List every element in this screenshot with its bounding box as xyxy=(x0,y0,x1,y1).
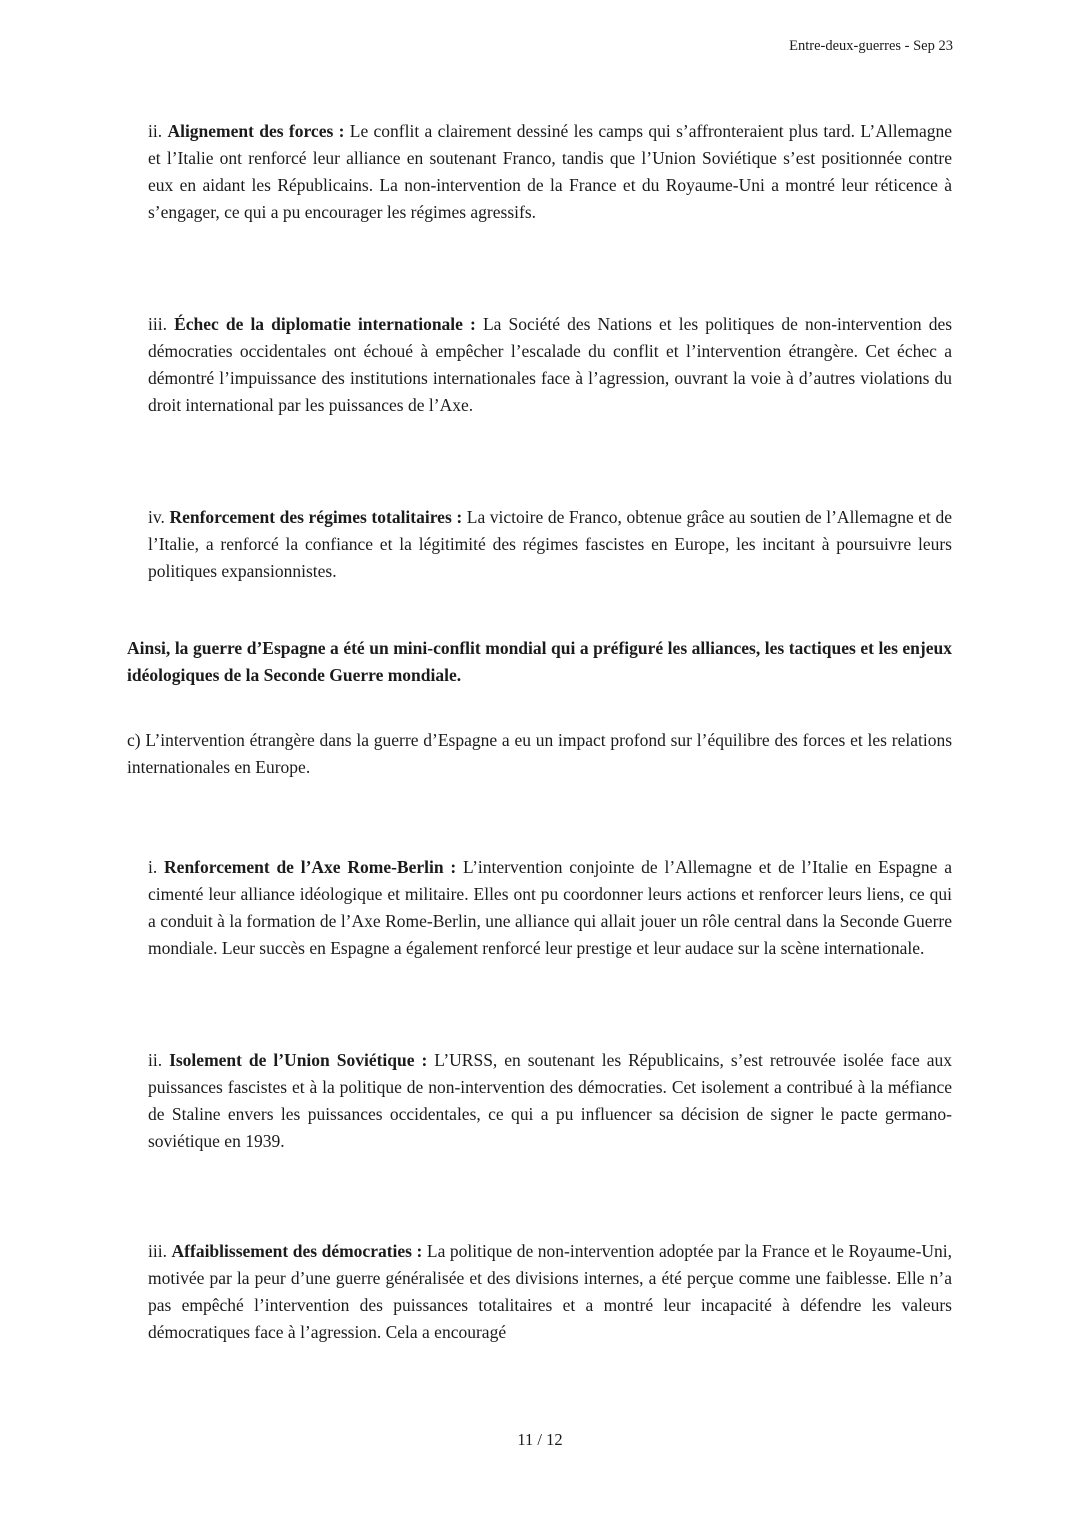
list-item-alignement-des-forces xyxy=(148,118,952,226)
list-item-renforcement-totalitaires xyxy=(148,504,952,585)
list-item-axe-rome-berlin xyxy=(148,854,952,962)
paragraph-text: La Société des Nations et les politiques de non-intervention des démocraties occidentales ont échoué à empêcher l’escalade du conflit et l’intervention étrangère. Cet échec a démontré l’impuissance des institutions internationales face à l’agression, ouvrant la voie à d’autres violations du droit international par les puissances de l’Axe. xyxy=(148,314,953,415)
document-body xyxy=(127,118,952,1346)
paragraph-lead: Alignement des forces : xyxy=(167,121,345,141)
paragraph-text: La victoire de Franco, obtenue grâce au soutien de l’Allemagne et de l’Italie, a renforcé la confiance et la légitimité des régimes fascistes en Europe, les incitant à poursuivre leurs politiques expansionnistes. xyxy=(148,507,953,581)
paragraph-text: Le conflit a clairement dessiné les camps qui s’affronteraient plus tard. L’Allemagne et l’Italie ont renforcé leur alliance en soutenant Franco, tandis que l’Union Soviétique s’est positionnée contre eux en aidant les Républicains. La non-intervention de la France et du Royaume-Uni a montré leur réticence à s’engager, ce qui a pu encourager les régimes agressifs. xyxy=(148,121,953,222)
list-marker: iv. xyxy=(148,507,165,527)
list-marker: ii. xyxy=(148,1050,163,1070)
list-item-affaiblissement-democraties xyxy=(148,1238,952,1346)
paragraph-section-c xyxy=(127,727,952,781)
paragraph-lead: Renforcement de l’Axe Rome-Berlin : xyxy=(164,857,457,877)
page-footer xyxy=(0,1430,1080,1450)
paragraph-conclusion xyxy=(127,635,952,689)
page-header xyxy=(127,38,953,55)
header-title: Entre-deux-guerres - Sep 23 xyxy=(789,38,953,54)
list-marker: iii. xyxy=(148,314,167,334)
paragraph-text: L’URSS, en soutenant les Républicains, s’est retrouvée isolée face aux puissances fascistes et à la politique de non-intervention des démocraties. Cet isolement a contribué à la méfiance de Staline envers les puissances occidentales, ce qui a pu influencer sa décision de signer le pacte germano-soviétique en 1939. xyxy=(148,1050,952,1151)
paragraph-text: La politique de non-intervention adoptée par la France et le Royaume-Uni, motivée par la peur d’une guerre généralisée et des divisions internes, a été perçue comme une faiblesse. Elle n’a pas empêché l’intervention des puissances totalitaires et a montré leur incapacité à défendre les valeurs démocratiques face à l’agression. Cela a encouragé xyxy=(148,1241,953,1342)
paragraph-text: L’intervention conjointe de l’Allemagne et de l’Italie en Espagne a cimenté leur alliance idéologique et militaire. Elles ont pu coordonner leurs actions et renforcer leurs liens, ce qui a conduit à la formation de l’Axe Rome-Berlin, une alliance qui allait jouer un rôle central dans la Seconde Guerre mondiale. Leur succès en Espagne a également renforcé leur prestige et leur audace sur la scène internationale. xyxy=(148,857,953,958)
list-item-isolement-urss xyxy=(148,1047,952,1155)
paragraph-lead: Échec de la diplomatie internationale : xyxy=(174,314,476,334)
paragraph-lead: Affaiblissement des démocraties : xyxy=(171,1241,423,1261)
paragraph-text: Ainsi, la guerre d’Espagne a été un mini-conflit mondial qui a préfiguré les alliances, les tactiques et les enjeux idéologiques de la Seconde Guerre mondiale. xyxy=(127,638,952,685)
list-item-echec-diplomatie xyxy=(148,311,952,419)
list-marker: ii. xyxy=(148,121,163,141)
list-marker: iii. xyxy=(148,1241,167,1261)
paragraph-text: c) L’intervention étrangère dans la guerre d’Espagne a eu un impact profond sur l’équilibre des forces et les relations internationales en Europe. xyxy=(127,730,952,777)
list-marker: i. xyxy=(148,857,158,877)
paragraph-lead: Isolement de l’Union Soviétique : xyxy=(169,1050,428,1070)
paragraph-lead: Renforcement des régimes totalitaires : xyxy=(169,507,463,527)
page-number: 11 / 12 xyxy=(517,1430,563,1449)
